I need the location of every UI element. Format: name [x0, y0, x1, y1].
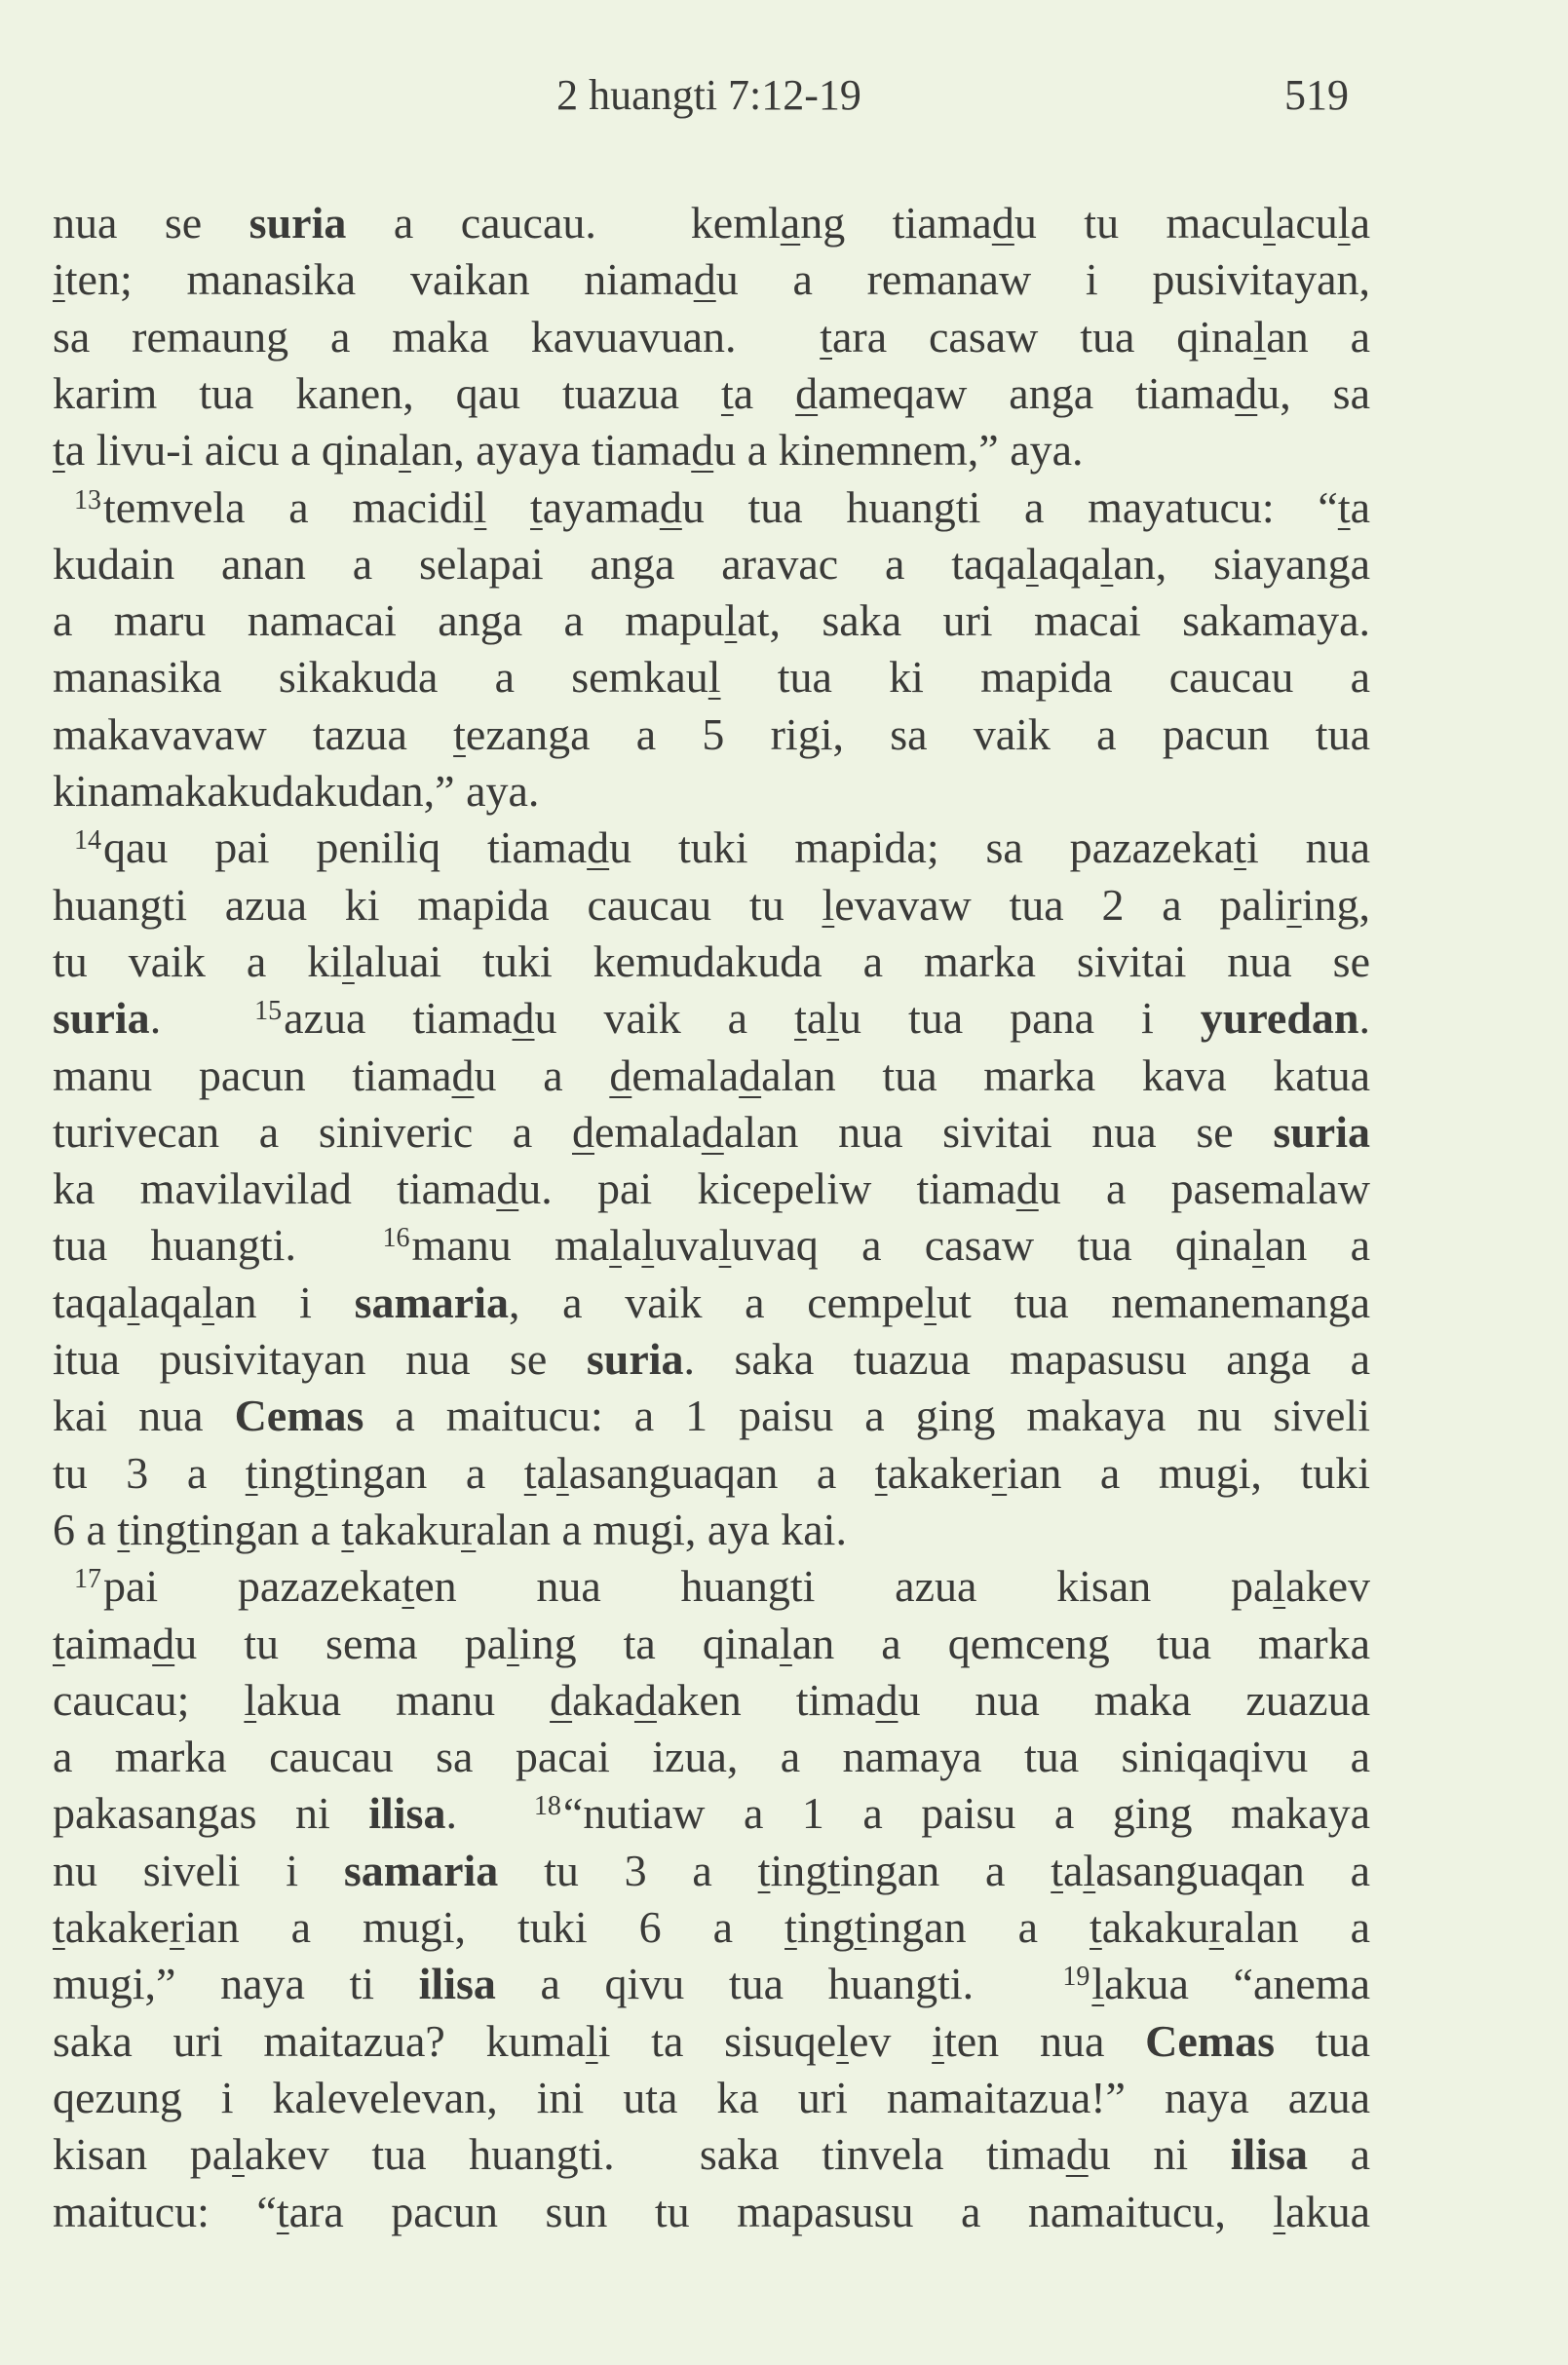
text-line: taimadu tu sema paling ta qinalan a qemceng tua marka	[53, 1618, 1370, 1668]
text-line: kai nua Cemas a maitucu: a 1 paisu a ging makaya nu siveli	[53, 1391, 1370, 1441]
text-line: huangti azua ki mapida caucau tu levavaw tua 2 a paliring,	[53, 879, 1370, 930]
text-line: turivecan a siniveric a demaladalan nua sivitai nua se suria	[53, 1106, 1370, 1157]
bold-term: yuredan	[1200, 993, 1359, 1044]
text-line: pakasangas ni ilisa. $^{18}$“nutiaw a 1 a paisu a ging makaya	[53, 1788, 1370, 1839]
verse-number: 18	[533, 1791, 561, 1822]
text-line: 6 a tingtingan a takakuralan a mugi, aya kai.	[53, 1504, 847, 1554]
text-line: tu 3 a tingtingan a talasanguaqan a takakerian a mugi, tuki	[53, 1447, 1370, 1498]
running-head: 2 huangti 7:12-19	[556, 71, 861, 119]
bold-term: suria	[586, 1334, 684, 1384]
text-line: caucau; lakua manu dakadaken timadu nua maka zuazua	[53, 1674, 1371, 1725]
bold-term: ilisa	[418, 1959, 496, 2009]
bold-term: ilisa	[368, 1788, 446, 1839]
text-line: a marka caucau sa pacai izua, a namaya tua siniqaqivu a	[53, 1732, 1370, 1782]
verse-number: 19	[1062, 1962, 1090, 1993]
verse-number: 15	[254, 996, 283, 1027]
bold-term: ilisa	[1230, 2129, 1308, 2180]
text-line: nu siveli i samaria tu 3 a tingtingan a talasanguaqan a	[53, 1845, 1370, 1895]
bold-term: suria	[1273, 1106, 1370, 1157]
text-line: iten; manasika vaikan niamadu a remanaw i pusivitayan,	[53, 254, 1371, 305]
text-line: $^{13}$temvela a macidil tayamadu tua huangti a mayatucu: “ta	[74, 481, 1371, 532]
text-line: kudain anan a selapai anga aravac a taqalaqalan, siayanga	[53, 538, 1371, 589]
text-line: nua se suria a caucau. kemlang tiamadu tu maculacula	[53, 198, 1370, 248]
verse-number: 16	[382, 1223, 410, 1254]
text-line: saka uri maitazua? kumali ta sisuqelev iten nua Cemas tua	[53, 2015, 1371, 2066]
verse-number: 14	[74, 825, 101, 857]
text-line: itua pusivitayan nua se suria. saka tuazua mapasusu anga a	[53, 1334, 1370, 1384]
text-line: makavavaw tazua tezanga a 5 rigi, sa vaik a pacun tua	[53, 708, 1370, 759]
text-line: kinamakakudakudan,” aya.	[53, 766, 540, 816]
text-line: tu vaik a kilaluai tuki kemudakuda a marka sivitai nua se	[53, 935, 1370, 986]
text-line: kisan palakev tua huangti. saka tinvela timadu ni ilisa a	[53, 2129, 1371, 2180]
page-number: 519	[1284, 71, 1349, 119]
text-line: $^{17}$pai pazazekaten nua huangti azua kisan palakev	[74, 1561, 1370, 1612]
text-line: manu pacun tiamadu a demaladalan tua marka kava katua	[53, 1049, 1370, 1100]
text-line: $^{14}$qau pai peniliq tiamadu tuki mapida; sa pazazekati nua	[74, 822, 1370, 873]
text-line: maitucu: “tara pacun sun tu mapasusu a namaitucu, lakua	[53, 2186, 1370, 2236]
text-line: manasika sikakuda a semkaul tua ki mapida caucau a	[53, 652, 1370, 703]
bold-term: suria	[53, 993, 150, 1044]
text-line: qezung i kalevelevan, ini uta ka uri namaitazua!” naya azua	[53, 2072, 1370, 2122]
bold-term: samaria	[354, 1277, 509, 1327]
text-line: takakerian a mugi, tuki 6 a tingtingan a takakuralan a	[53, 1902, 1371, 1952]
text-line: mugi,” naya ti ilisa a qivu tua huangti. $^{19}$lakua “anema	[53, 1959, 1370, 2009]
text-line: taqalaqalan i samaria, a vaik a cempelut tua nemanemanga	[53, 1277, 1370, 1327]
text-line: tua huangti. $^{16}$manu malaluvaluvaq a casaw tua qinalan a	[53, 1220, 1370, 1271]
bold-term: Cemas	[1145, 2015, 1276, 2066]
text-line: karim tua kanen, qau tuazua ta dameqaw anga tiamadu, sa	[53, 367, 1371, 418]
verse-number: 17	[74, 1564, 101, 1595]
text-line: ka mavilavilad tiamadu. pai kicepeliw tiamadu a pasemalaw	[53, 1163, 1370, 1214]
text-line: suria. $^{15}$azua tiamadu vaik a talu tua pana i yuredan.	[53, 993, 1370, 1044]
bold-term: Cemas	[234, 1391, 364, 1441]
text-line: sa remaung a maka kavuavuan. tara casaw tua qinalan a	[53, 311, 1370, 362]
text-line: a maru namacai anga a mapulat, saka uri macai sakamaya.	[53, 595, 1371, 646]
bold-term: samaria	[343, 1845, 499, 1895]
bold-term: suria	[249, 198, 347, 248]
text-line: ta livu-i aicu a qinalan, ayaya tiamadu a kinemnem,” aya.	[53, 425, 1084, 476]
verse-number: 13	[74, 484, 101, 515]
